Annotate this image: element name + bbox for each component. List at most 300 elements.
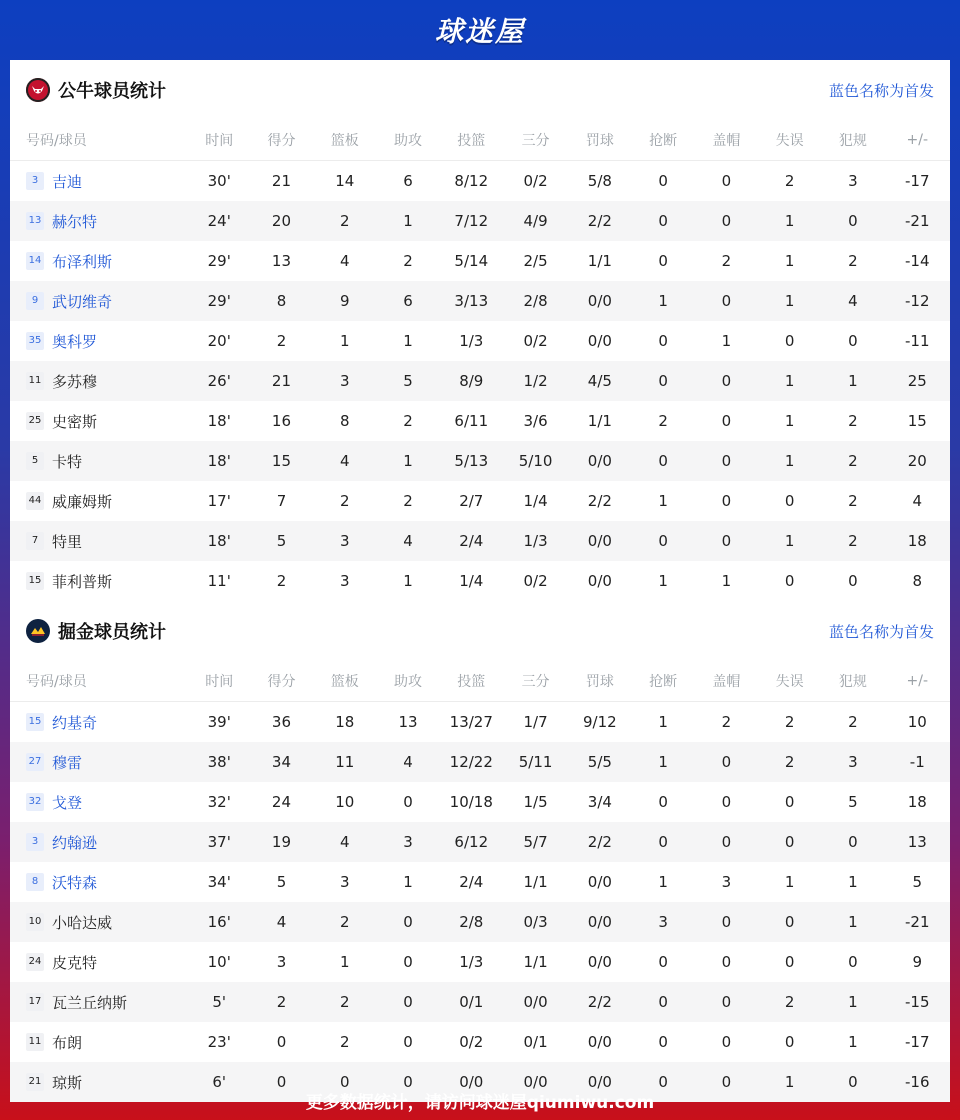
player-row[interactable]: [10, 401, 950, 441]
stat-cell: 20: [885, 441, 950, 481]
stat-cell: 23': [207, 1033, 231, 1051]
stat-cell: 2/8: [440, 902, 503, 942]
column-header[interactable]: 三分: [503, 661, 568, 702]
stat-cell: 5: [912, 873, 923, 891]
stat-cell: 1: [784, 412, 795, 430]
stat-cell: 7: [276, 492, 287, 510]
player-name[interactable]: 多苏穆: [52, 372, 98, 391]
column-header[interactable]: 助攻: [376, 661, 439, 702]
team-section: [10, 60, 950, 601]
stat-cell: 0/1: [523, 1033, 548, 1051]
stat-cell: 0: [276, 1033, 287, 1051]
stat-cell: 0: [631, 361, 694, 401]
player-name[interactable]: 武切维奇: [52, 292, 113, 311]
column-header[interactable]: 得分: [250, 120, 313, 161]
stat-cell: 18': [207, 412, 231, 430]
stat-cell: 8/9: [440, 361, 503, 401]
stat-cell: 0: [658, 953, 668, 971]
stat-cell: 0: [695, 742, 758, 782]
stat-cell: 1/1: [587, 412, 612, 430]
stat-cell: 4: [250, 902, 313, 942]
player-cell: [10, 702, 189, 743]
jersey-number: 13: [26, 212, 44, 230]
stat-cell: 0: [376, 902, 439, 942]
stat-cell: 14: [335, 172, 355, 190]
stat-cell: 18: [335, 713, 355, 731]
jersey-number: 17: [26, 993, 44, 1011]
stat-cell: 1: [821, 982, 884, 1022]
player-name[interactable]: 琼斯: [52, 1073, 83, 1092]
stat-cell: 1/1: [587, 252, 612, 270]
column-header[interactable]: 投篮: [440, 120, 503, 161]
stat-cell: 0/0: [587, 332, 612, 350]
stat-cell: 6/11: [454, 412, 489, 430]
column-header[interactable]: 投篮: [440, 661, 503, 702]
player-name[interactable]: 戈登: [52, 793, 83, 812]
stat-cell: 3/6: [523, 412, 548, 430]
stat-cell: 6': [189, 1062, 250, 1102]
player-row[interactable]: [10, 201, 950, 241]
player-row[interactable]: [10, 822, 950, 862]
column-header[interactable]: 时间: [189, 120, 250, 161]
stat-cell: 0: [721, 172, 732, 190]
stat-cell: 32': [207, 793, 231, 811]
player-name[interactable]: 皮克特: [52, 953, 98, 972]
player-name[interactable]: 布泽利斯: [52, 252, 113, 271]
stat-cell: 0: [695, 281, 758, 321]
stat-cell: 0/0: [568, 521, 631, 561]
player-row[interactable]: [10, 1022, 950, 1062]
stat-cell: 0/0: [587, 953, 612, 971]
stat-cell: 1: [339, 953, 350, 971]
section-title-text: 掘金球员统计: [58, 622, 166, 643]
column-header[interactable]: 失误: [758, 120, 821, 161]
stat-cell: 0: [721, 412, 732, 430]
stat-cell: 10: [335, 793, 355, 811]
column-header[interactable]: +/-: [885, 120, 950, 161]
stat-cell: 8/12: [454, 172, 489, 190]
stat-cell: 16: [271, 412, 292, 430]
stat-cell: -21: [885, 201, 950, 241]
column-header[interactable]: 盖帽: [695, 120, 758, 161]
stat-cell: 3: [721, 873, 732, 891]
stat-cell: 1: [758, 1062, 821, 1102]
stat-cell: 21: [271, 172, 292, 190]
jersey-number: 9: [26, 292, 44, 310]
column-header[interactable]: 三分: [503, 120, 568, 161]
stat-cell: 2/2: [568, 982, 631, 1022]
player-name[interactable]: 菲利普斯: [52, 572, 113, 591]
stat-cell: 1: [821, 361, 884, 401]
stat-cell: 0: [721, 492, 732, 510]
player-name[interactable]: 奥科罗: [52, 332, 98, 351]
stat-cell: 3: [313, 361, 376, 401]
jersey-number: 24: [26, 953, 44, 971]
stat-cell: 29': [207, 252, 231, 270]
stat-cell: 1: [758, 281, 821, 321]
player-name[interactable]: 穆雷: [52, 753, 83, 772]
player-name[interactable]: 瓦兰丘纳斯: [52, 993, 128, 1012]
stat-cell: 1: [758, 521, 821, 561]
player-row[interactable]: [10, 521, 950, 561]
stat-cell: 2: [848, 412, 858, 430]
stat-cell: -17: [905, 1033, 930, 1051]
stat-cell: 1: [758, 441, 821, 481]
stat-cell: 1/4: [523, 492, 548, 510]
stat-cell: 0: [631, 1062, 694, 1102]
stat-cell: 2: [339, 492, 350, 510]
player-cell: [10, 942, 189, 982]
stat-cell: 0/0: [503, 1062, 568, 1102]
column-header[interactable]: 号码/球员: [10, 661, 189, 702]
player-cell: [10, 161, 189, 202]
stat-cell: 1: [376, 201, 439, 241]
jersey-number: 8: [26, 873, 44, 891]
column-header[interactable]: 得分: [250, 661, 313, 702]
stat-cell: 9: [313, 281, 376, 321]
stat-cell: 2: [848, 492, 858, 510]
section-title: [26, 77, 166, 103]
player-row[interactable]: [10, 241, 950, 281]
jersey-number: 11: [26, 1033, 44, 1051]
stat-cell: 0: [721, 793, 732, 811]
stat-cell: 1: [403, 572, 413, 590]
stat-cell: 10': [207, 953, 231, 971]
stat-cell: 2: [403, 412, 413, 430]
jersey-number: 3: [26, 172, 44, 190]
stat-cell: 0: [658, 252, 668, 270]
player-row[interactable]: [10, 361, 950, 401]
stats-table: [10, 120, 950, 601]
stat-cell: 2: [758, 742, 821, 782]
stat-cell: 1: [339, 332, 350, 350]
stats-panel: [10, 60, 950, 1092]
stat-cell: 1: [376, 441, 439, 481]
column-header[interactable]: 盖帽: [695, 661, 758, 702]
stat-cell: 2: [821, 441, 884, 481]
stat-cell: 39': [207, 713, 231, 731]
stat-cell: 1/3: [503, 521, 568, 561]
stat-cell: 1/1: [523, 873, 548, 891]
stat-cell: 0: [848, 953, 858, 971]
player-cell: [10, 201, 189, 241]
stat-cell: 0: [848, 332, 858, 350]
stat-cell: 5: [276, 873, 287, 891]
player-row[interactable]: [10, 902, 950, 942]
column-header[interactable]: 助攻: [376, 120, 439, 161]
stat-cell: 0/2: [523, 332, 548, 350]
stat-cell: 6: [376, 281, 439, 321]
stat-cell: 0/1: [440, 982, 503, 1022]
stat-cell: 0/2: [523, 572, 548, 590]
column-header[interactable]: 号码/球员: [10, 120, 189, 161]
stat-cell: 0/0: [568, 1062, 631, 1102]
stat-cell: 2: [658, 412, 668, 430]
stat-cell: 2: [721, 252, 732, 270]
player-name[interactable]: 威廉姆斯: [52, 492, 113, 511]
stat-cell: 0: [721, 1033, 732, 1051]
stat-cell: 0: [695, 982, 758, 1022]
team-sections: [10, 60, 950, 1102]
stat-cell: 1/3: [459, 953, 484, 971]
stat-cell: 24: [271, 793, 292, 811]
player-row[interactable]: [10, 441, 950, 481]
player-name[interactable]: 约翰逊: [52, 833, 98, 852]
stat-cell: 20': [207, 332, 231, 350]
player-row[interactable]: [10, 862, 950, 902]
stat-cell: 1/2: [503, 361, 568, 401]
stat-cell: 2: [784, 713, 795, 731]
stat-cell: 25: [885, 361, 950, 401]
stat-cell: 2: [250, 982, 313, 1022]
stat-cell: 2/5: [523, 252, 548, 270]
player-row[interactable]: [10, 942, 950, 982]
stat-cell: 0: [631, 521, 694, 561]
stat-cell: 0/0: [587, 1033, 612, 1051]
player-cell: [10, 281, 189, 321]
player-row[interactable]: [10, 702, 950, 743]
stat-cell: 18: [885, 521, 950, 561]
stat-cell: 2: [721, 713, 732, 731]
player-name[interactable]: 约基奇: [52, 713, 98, 732]
player-cell: [10, 782, 189, 822]
stat-cell: 24': [189, 201, 250, 241]
stat-cell: 2/4: [440, 521, 503, 561]
stat-cell: 0: [784, 492, 795, 510]
stat-cell: 2: [276, 572, 287, 590]
stat-cell: 1/4: [459, 572, 484, 590]
nuggets-logo-icon: [26, 619, 50, 643]
player-cell: [10, 1022, 189, 1062]
stat-cell: 0: [721, 953, 732, 971]
jersey-number: 11: [26, 372, 44, 390]
player-cell: [10, 401, 189, 441]
stat-cell: 8: [250, 281, 313, 321]
section-header: [10, 60, 950, 120]
stats-table: [10, 661, 950, 1102]
stat-cell: 0: [631, 822, 694, 862]
player-row[interactable]: [10, 742, 950, 782]
stat-cell: 10: [907, 713, 927, 731]
stat-cell: 0: [376, 982, 439, 1022]
stat-cell: 5/5: [568, 742, 631, 782]
stat-cell: 26': [189, 361, 250, 401]
stat-cell: 0: [631, 441, 694, 481]
jersey-number: 15: [26, 572, 44, 590]
stat-cell: 2: [848, 252, 858, 270]
player-name[interactable]: 沃特森: [52, 873, 98, 892]
stat-cell: 18: [907, 793, 927, 811]
stat-cell: 0: [821, 1062, 884, 1102]
stat-cell: -1: [885, 742, 950, 782]
stat-cell: 0: [695, 902, 758, 942]
stat-cell: 2/8: [503, 281, 568, 321]
team-section: [10, 601, 950, 1102]
jersey-number: 27: [26, 753, 44, 771]
stat-cell: 0: [784, 572, 795, 590]
stat-cell: -16: [885, 1062, 950, 1102]
stat-cell: 9: [912, 953, 923, 971]
player-cell: [10, 822, 189, 862]
stat-cell: 0: [403, 953, 413, 971]
stat-cell: 13: [398, 713, 418, 731]
stat-cell: 0: [821, 822, 884, 862]
jersey-number: 5: [26, 452, 44, 470]
stat-cell: 30': [207, 172, 231, 190]
starter-note: 蓝色名称为首发: [828, 81, 934, 100]
stat-cell: 37': [189, 822, 250, 862]
stat-cell: 0: [784, 793, 795, 811]
site-logo[interactable]: 球迷屋: [434, 15, 525, 48]
column-header[interactable]: 罚球: [568, 120, 631, 161]
stat-cell: 13: [271, 252, 292, 270]
player-name[interactable]: 小哈达威: [52, 913, 113, 932]
stat-cell: 4: [313, 441, 376, 481]
stat-cell: 9/12: [583, 713, 617, 731]
stat-cell: 2/4: [459, 873, 484, 891]
player-name[interactable]: 布朗: [52, 1033, 83, 1052]
player-row[interactable]: [10, 281, 950, 321]
table-header-row: [10, 661, 950, 702]
stat-cell: 0: [821, 201, 884, 241]
column-header[interactable]: 抢断: [631, 120, 694, 161]
player-row[interactable]: [10, 481, 950, 521]
player-cell: [10, 862, 189, 902]
column-header[interactable]: 时间: [189, 661, 250, 702]
stat-cell: 3/13: [440, 281, 503, 321]
stat-cell: 0: [250, 1062, 313, 1102]
stat-cell: 8: [339, 412, 350, 430]
stat-cell: 2: [848, 713, 858, 731]
stat-cell: 0: [758, 822, 821, 862]
stat-cell: 5: [376, 361, 439, 401]
stat-cell: 19: [250, 822, 313, 862]
stat-cell: 3: [821, 742, 884, 782]
stat-cell: 3: [848, 172, 858, 190]
player-cell: [10, 982, 189, 1022]
stat-cell: 2/2: [568, 201, 631, 241]
stat-cell: 4: [313, 822, 376, 862]
stat-cell: 13/27: [449, 713, 493, 731]
column-header[interactable]: +/-: [885, 661, 950, 702]
stat-cell: 2: [403, 492, 413, 510]
column-header[interactable]: 罚球: [568, 661, 631, 702]
stat-cell: 5/10: [503, 441, 568, 481]
stat-cell: 18': [189, 521, 250, 561]
stat-cell: 1/7: [523, 713, 548, 731]
column-header[interactable]: 犯规: [821, 661, 884, 702]
jersey-number: 44: [26, 492, 44, 510]
stat-cell: 0: [658, 332, 668, 350]
stat-cell: 4: [912, 492, 923, 510]
stat-cell: 5: [848, 793, 858, 811]
stat-cell: 15: [250, 441, 313, 481]
stat-cell: 3/4: [587, 793, 612, 811]
player-name[interactable]: 吉迪: [52, 172, 83, 191]
column-header[interactable]: 抢断: [631, 661, 694, 702]
stat-cell: 21: [250, 361, 313, 401]
player-name[interactable]: 卡特: [52, 452, 83, 471]
stat-cell: 34: [250, 742, 313, 782]
stat-cell: 0/0: [587, 873, 612, 891]
jersey-number: 32: [26, 793, 44, 811]
stat-cell: 0: [784, 332, 795, 350]
starter-note: 蓝色名称为首发: [828, 622, 934, 641]
column-header[interactable]: 犯规: [821, 120, 884, 161]
stat-cell: 0: [695, 1062, 758, 1102]
player-row[interactable]: [10, 161, 950, 202]
column-header[interactable]: 失误: [758, 661, 821, 702]
stat-cell: 2: [403, 252, 413, 270]
stat-cell: 3: [276, 953, 287, 971]
player-row[interactable]: [10, 561, 950, 601]
column-header[interactable]: 篮板: [313, 120, 376, 161]
player-cell: [10, 521, 189, 561]
stat-cell: 1: [631, 742, 694, 782]
stat-cell: 0: [695, 201, 758, 241]
stat-cell: 0: [784, 1033, 795, 1051]
section-header: [10, 601, 950, 661]
stat-cell: 3: [376, 822, 439, 862]
player-name[interactable]: 赫尔特: [52, 212, 98, 231]
stat-cell: 0: [658, 793, 668, 811]
stat-cell: 0: [695, 361, 758, 401]
stat-cell: -17: [905, 172, 930, 190]
player-row[interactable]: [10, 982, 950, 1022]
stat-cell: 15: [907, 412, 927, 430]
player-name[interactable]: 史密斯: [52, 412, 98, 431]
stat-cell: 3: [339, 873, 350, 891]
stat-cell: 0: [695, 521, 758, 561]
player-cell: [10, 441, 189, 481]
stat-cell: 5: [250, 521, 313, 561]
stat-cell: -21: [885, 902, 950, 942]
stat-cell: 0/0: [568, 902, 631, 942]
stat-cell: 2: [276, 332, 287, 350]
stat-cell: 0: [403, 1033, 413, 1051]
column-header[interactable]: 篮板: [313, 661, 376, 702]
stat-cell: 2: [784, 172, 795, 190]
stat-cell: 38': [189, 742, 250, 782]
stat-cell: 29': [189, 281, 250, 321]
stat-cell: 1: [403, 332, 413, 350]
stat-cell: 16': [189, 902, 250, 942]
jersey-number: 10: [26, 913, 44, 931]
stat-cell: 1: [658, 572, 668, 590]
stat-cell: 20: [250, 201, 313, 241]
player-row[interactable]: [10, 321, 950, 361]
section-title-text: 公牛球员统计: [58, 81, 166, 102]
player-name[interactable]: 特里: [52, 532, 83, 551]
player-row[interactable]: [10, 782, 950, 822]
stat-cell: -11: [905, 332, 930, 350]
stat-cell: 0: [758, 902, 821, 942]
jersey-number: 21: [26, 1073, 44, 1091]
stat-cell: 1: [784, 252, 795, 270]
stat-cell: 4: [376, 521, 439, 561]
stat-cell: 0/2: [523, 172, 548, 190]
stat-cell: 2/2: [587, 492, 612, 510]
player-cell: [10, 321, 189, 361]
stat-cell: 2/7: [459, 492, 484, 510]
stat-cell: 34': [207, 873, 231, 891]
stat-cell: 0: [695, 441, 758, 481]
stat-cell: 0: [631, 982, 694, 1022]
stat-cell: 36: [271, 713, 292, 731]
stat-cell: 0/0: [440, 1062, 503, 1102]
stat-cell: 1: [721, 332, 732, 350]
stat-cell: 5/7: [503, 822, 568, 862]
